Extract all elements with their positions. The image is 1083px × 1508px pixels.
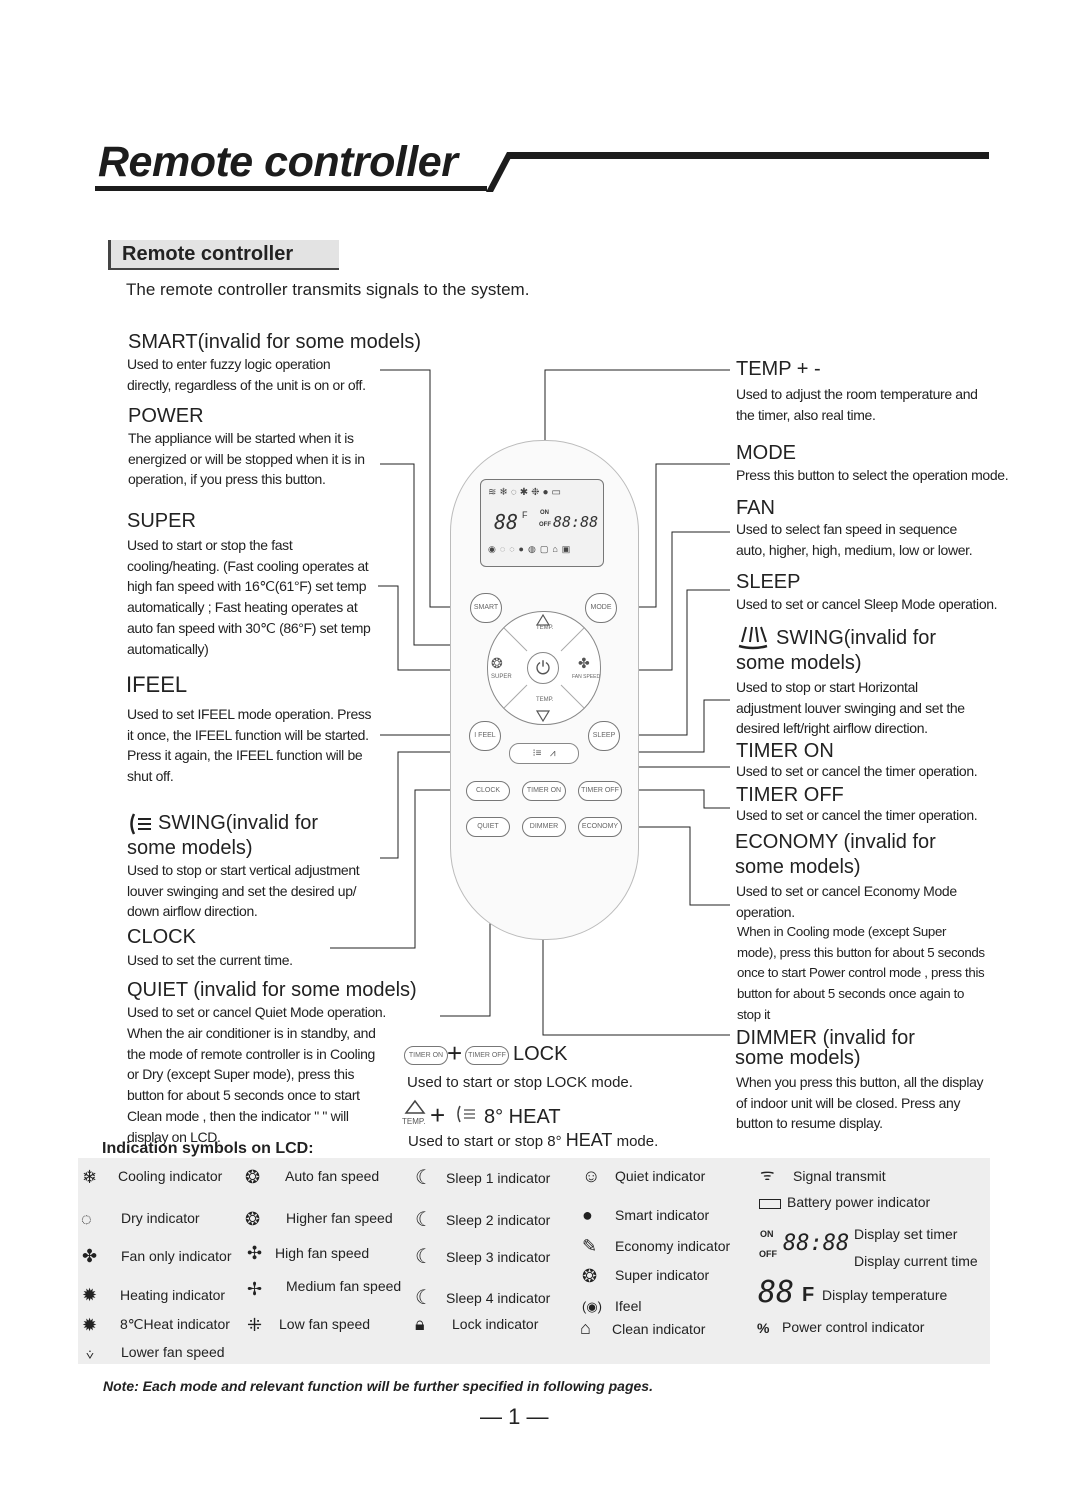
- lock-label: LOCK: [513, 1043, 568, 1065]
- lcd-time-digits: 88:88: [553, 513, 599, 531]
- power-icon[interactable]: ⏻: [527, 652, 559, 684]
- sleep-desc: Used to set or cancel Sleep Mode operation.: [736, 596, 998, 612]
- sleep2-icon: ☾: [415, 1209, 433, 1231]
- remote-swing-button[interactable]: ⁝≡ ⩘: [509, 743, 579, 764]
- quiet-desc-1: Used to set or cancel Quiet Mode operation.: [127, 1004, 386, 1020]
- display-set-timer-label: Display set timer: [854, 1226, 958, 1242]
- battery-icon: [759, 1199, 781, 1209]
- super-icon: ❂: [491, 655, 503, 671]
- economy-indicator-label: Economy indicator: [615, 1238, 731, 1254]
- swing-h-label-2: some models): [736, 652, 862, 674]
- remote-mode-button[interactable]: MODE: [585, 593, 617, 623]
- clock-desc: Used to set the current time.: [127, 952, 293, 968]
- timer-off-label: TIMER OFF: [736, 784, 844, 806]
- swing-h-label-1: SWING(invalid for: [776, 627, 937, 649]
- lower-fan-icon: ⩒: [86, 1347, 94, 1362]
- legend-timer-digits: 88:88: [783, 1231, 850, 1256]
- combo-plus-2: +: [430, 1100, 446, 1130]
- timer-off-desc: Used to set or cancel the timer operation.: [736, 807, 978, 823]
- super-indicator-label: Super indicator: [615, 1267, 710, 1283]
- sleep-label: SLEEP: [736, 571, 801, 593]
- heat-desc: Used to start or stop 8° HEAT mode.: [408, 1130, 659, 1150]
- economy-icon: ✎: [582, 1236, 598, 1256]
- higher-fan-speed-label: Higher fan speed: [286, 1210, 393, 1226]
- super-indicator-icon: ❂: [582, 1266, 598, 1286]
- ifeel-label: IFEEL: [126, 672, 188, 697]
- sleep4-icon: ☾: [415, 1287, 433, 1309]
- swing-h-desc: Used to stop or start Horizontal adjustment louver swinging and set the desired left/right airflow direction.: [736, 679, 965, 737]
- swing-horizontal-icon: [736, 624, 770, 650]
- cooling-indicator-label: Cooling indicator: [118, 1168, 223, 1184]
- remote-timer-off-button[interactable]: TIMER OFF: [578, 781, 622, 801]
- economy-desc-2: When in Cooling mode (except Super mode), press this button for about 5 seconds once to start Power control mode , press this button for about 5 seconds once again to stop it: [737, 924, 985, 1022]
- ifeel-desc: Used to set IFEEL mode operation. Press it once, the IFEEL function will be started. Press it again, the IFEEL function will be shut off.: [127, 706, 372, 785]
- power-control-indicator-label: Power control indicator: [782, 1319, 925, 1335]
- auto-fan-icon: ❂: [245, 1167, 261, 1187]
- remote-clock-button[interactable]: CLOCK: [466, 781, 510, 801]
- lcd-top-icons: ≋❄◌✱❉●▭: [488, 487, 564, 498]
- medium-fan-speed-label: Medium fan speed: [286, 1278, 402, 1294]
- fan-label: FAN: [736, 497, 775, 519]
- swing-v-desc: Used to stop or start vertical adjustment louver swinging and set the desired up/ down airflow direction.: [127, 862, 360, 920]
- remote-fan-button[interactable]: FAN SPEED: [572, 674, 601, 680]
- remote-dimmer-button[interactable]: DIMMER: [522, 817, 566, 837]
- legend-temp-digits: 88: [758, 1275, 795, 1310]
- heating-indicator-label: Heating indicator: [120, 1287, 226, 1303]
- mode-label: MODE: [736, 442, 796, 464]
- lock-indicator-label: Lock indicator: [452, 1316, 539, 1332]
- fan-desc: Used to select fan speed in sequence auto, higher, high, medium, low or lower.: [736, 521, 973, 558]
- clean-indicator-label: Clean indicator: [612, 1321, 706, 1337]
- economy-desc-1: Used to set or cancel Economy Mode operation.: [736, 883, 957, 920]
- legend-temp-unit: F: [802, 1284, 815, 1306]
- dry-indicator-label: Dry indicator: [121, 1210, 200, 1226]
- quiet-indicator-label: Quiet indicator: [615, 1168, 706, 1184]
- legend-timer-on: ON: [760, 1229, 774, 1239]
- page-number: — 1 —: [480, 1404, 549, 1429]
- combo-temp-small: TEMP.: [402, 1117, 426, 1126]
- legend-timer-off: OFF: [759, 1249, 777, 1259]
- footer-note: Note: Each mode and relevant function will be further specified in following pages.: [103, 1378, 653, 1394]
- low-fan-speed-label: Low fan speed: [279, 1316, 371, 1332]
- battery-indicator-label: Battery power indicator: [787, 1194, 931, 1210]
- cooling-icon: ❄: [82, 1167, 98, 1187]
- remote-temp-up-button[interactable]: TEMP.: [536, 625, 554, 631]
- remote-timer-on-button[interactable]: TIMER ON: [522, 781, 566, 801]
- sleep1-icon: ☾: [415, 1167, 433, 1189]
- sleep3-indicator-label: Sleep 3 indicator: [446, 1249, 551, 1265]
- heat-8c-indicator-label: 8℃Heat indicator: [120, 1316, 230, 1332]
- fan-only-indicator-label: Fan only indicator: [121, 1248, 232, 1264]
- intro-text: The remote controller transmits signals to the system.: [126, 280, 530, 299]
- lower-fan-speed-label: Lower fan speed: [121, 1344, 225, 1360]
- smart-indicator-label: Smart indicator: [615, 1207, 710, 1223]
- swing-v-label-2: some models): [127, 837, 253, 859]
- section-title: Remote controller: [122, 243, 294, 265]
- lcd-temp-digits: 88: [494, 510, 519, 534]
- heating-icon: ✹: [82, 1285, 98, 1305]
- clock-label: CLOCK: [127, 926, 196, 948]
- heat-label: 8° HEAT: [484, 1106, 561, 1128]
- page-title: Remote controller: [98, 138, 458, 186]
- dry-icon: ◌: [81, 1209, 92, 1229]
- lock-icon: 🔒︎: [415, 1314, 425, 1334]
- ifeel-indicator-label: Ifeel: [615, 1298, 642, 1314]
- remote-ifeel-button[interactable]: I FEEL: [469, 721, 501, 751]
- smart-icon: ●: [582, 1205, 593, 1225]
- temp-desc: Used to adjust the room temperature and the timer, also real time.: [736, 386, 978, 423]
- swing-small-icon: [455, 1104, 477, 1124]
- quiet-label: QUIET (invalid for some models): [127, 979, 417, 1001]
- lcd-temp-unit: F: [522, 510, 528, 520]
- lcd-off: OFF: [539, 522, 551, 528]
- quiet-desc-2: When the air conditioner is in standby, and the mode of remote controller is in Cooling or Dry (except Super mode), press this button for about 5 seconds once to start Clean mode , then the indicator " " will display on LCD.: [127, 1025, 376, 1145]
- low-fan-icon: ⁜: [247, 1315, 263, 1335]
- lcd-on: ON: [540, 510, 549, 516]
- power-control-icon: %: [757, 1320, 770, 1336]
- dimmer-desc: When you press this button, all the display of indoor unit will be closed. Press any button to resume display.: [736, 1074, 984, 1132]
- temp-up-icon: [403, 1099, 427, 1115]
- fan-icon: ✤: [578, 655, 590, 671]
- remote-super-button[interactable]: SUPER: [491, 674, 512, 680]
- lock-desc: Used to start or stop LOCK mode.: [407, 1074, 633, 1091]
- clean-icon: ⌂: [580, 1318, 591, 1338]
- economy-label-2: some models): [735, 856, 861, 878]
- remote-sleep-button[interactable]: SLEEP: [588, 721, 620, 751]
- swing-vertical-icon: [127, 812, 153, 836]
- combo-timer-off-chip: TIMER OFF: [465, 1046, 509, 1065]
- lcd-bottom-icons: ◉◌◌●◍▢⌂▣: [488, 544, 575, 554]
- timer-on-label: TIMER ON: [736, 740, 834, 762]
- lcd-section-title: Indication symbols on LCD:: [102, 1140, 314, 1157]
- smart-label: SMART(invalid for some models): [128, 331, 422, 353]
- medium-fan-icon: ✢: [247, 1279, 263, 1299]
- ifeel-icon: (◉): [582, 1299, 603, 1314]
- display-current-time-label: Display current time: [854, 1253, 978, 1269]
- sleep4-indicator-label: Sleep 4 indicator: [446, 1290, 551, 1306]
- signal-transmit-label: Signal transmit: [793, 1168, 886, 1184]
- remote-economy-button[interactable]: ECONOMY: [578, 817, 622, 837]
- higher-fan-icon: ❂: [245, 1209, 261, 1229]
- dimmer-label-1: DIMMER (invalid for: [736, 1027, 915, 1049]
- remote-temp-down-button[interactable]: TEMP.: [536, 697, 554, 703]
- signal-icon: ᯤ: [760, 1167, 775, 1184]
- fan-only-icon: ✤: [82, 1246, 98, 1266]
- heat-8c-icon: ✹: [82, 1315, 98, 1335]
- power-desc: The appliance will be started when it is energized or will be stopped when it is in operation, if you press this button.: [128, 430, 365, 488]
- super-label: SUPER: [127, 510, 196, 532]
- power-label: POWER: [128, 405, 204, 427]
- timer-on-desc: Used to set or cancel the timer operation.: [736, 763, 978, 779]
- remote-smart-button[interactable]: SMART: [470, 593, 502, 623]
- combo-plus-1: +: [447, 1038, 463, 1068]
- sleep1-indicator-label: Sleep 1 indicator: [446, 1170, 551, 1186]
- smart-desc: Used to enter fuzzy logic operation directly, regardless of the unit is on or off.: [127, 356, 366, 393]
- remote-quiet-button[interactable]: QUIET: [466, 817, 510, 837]
- mode-desc: Press this button to select the operation mode.: [736, 467, 1009, 483]
- high-fan-speed-label: High fan speed: [275, 1245, 370, 1261]
- dimmer-label-2: some models): [735, 1047, 861, 1069]
- swing-v-label-1: SWING(invalid for: [158, 812, 319, 834]
- auto-fan-speed-label: Auto fan speed: [285, 1168, 380, 1184]
- display-temperature-label: Display temperature: [822, 1287, 948, 1303]
- temp-label: TEMP + -: [736, 358, 821, 380]
- super-desc: Used to start or stop the fast cooling/heating. (Fast cooling operates at high fan speed with 16℃(61°F) set temp automatically ; Fast heating operates at auto fan speed with 30℃ (86°F) set temp automatically): [127, 537, 371, 657]
- sleep2-indicator-label: Sleep 2 indicator: [446, 1212, 551, 1228]
- sleep3-icon: ☾: [415, 1246, 433, 1268]
- high-fan-icon: ✣: [247, 1243, 263, 1263]
- combo-timer-on-chip: TIMER ON: [404, 1046, 448, 1065]
- quiet-icon: ☺: [582, 1166, 601, 1186]
- economy-label-1: ECONOMY (invalid for: [735, 831, 936, 853]
